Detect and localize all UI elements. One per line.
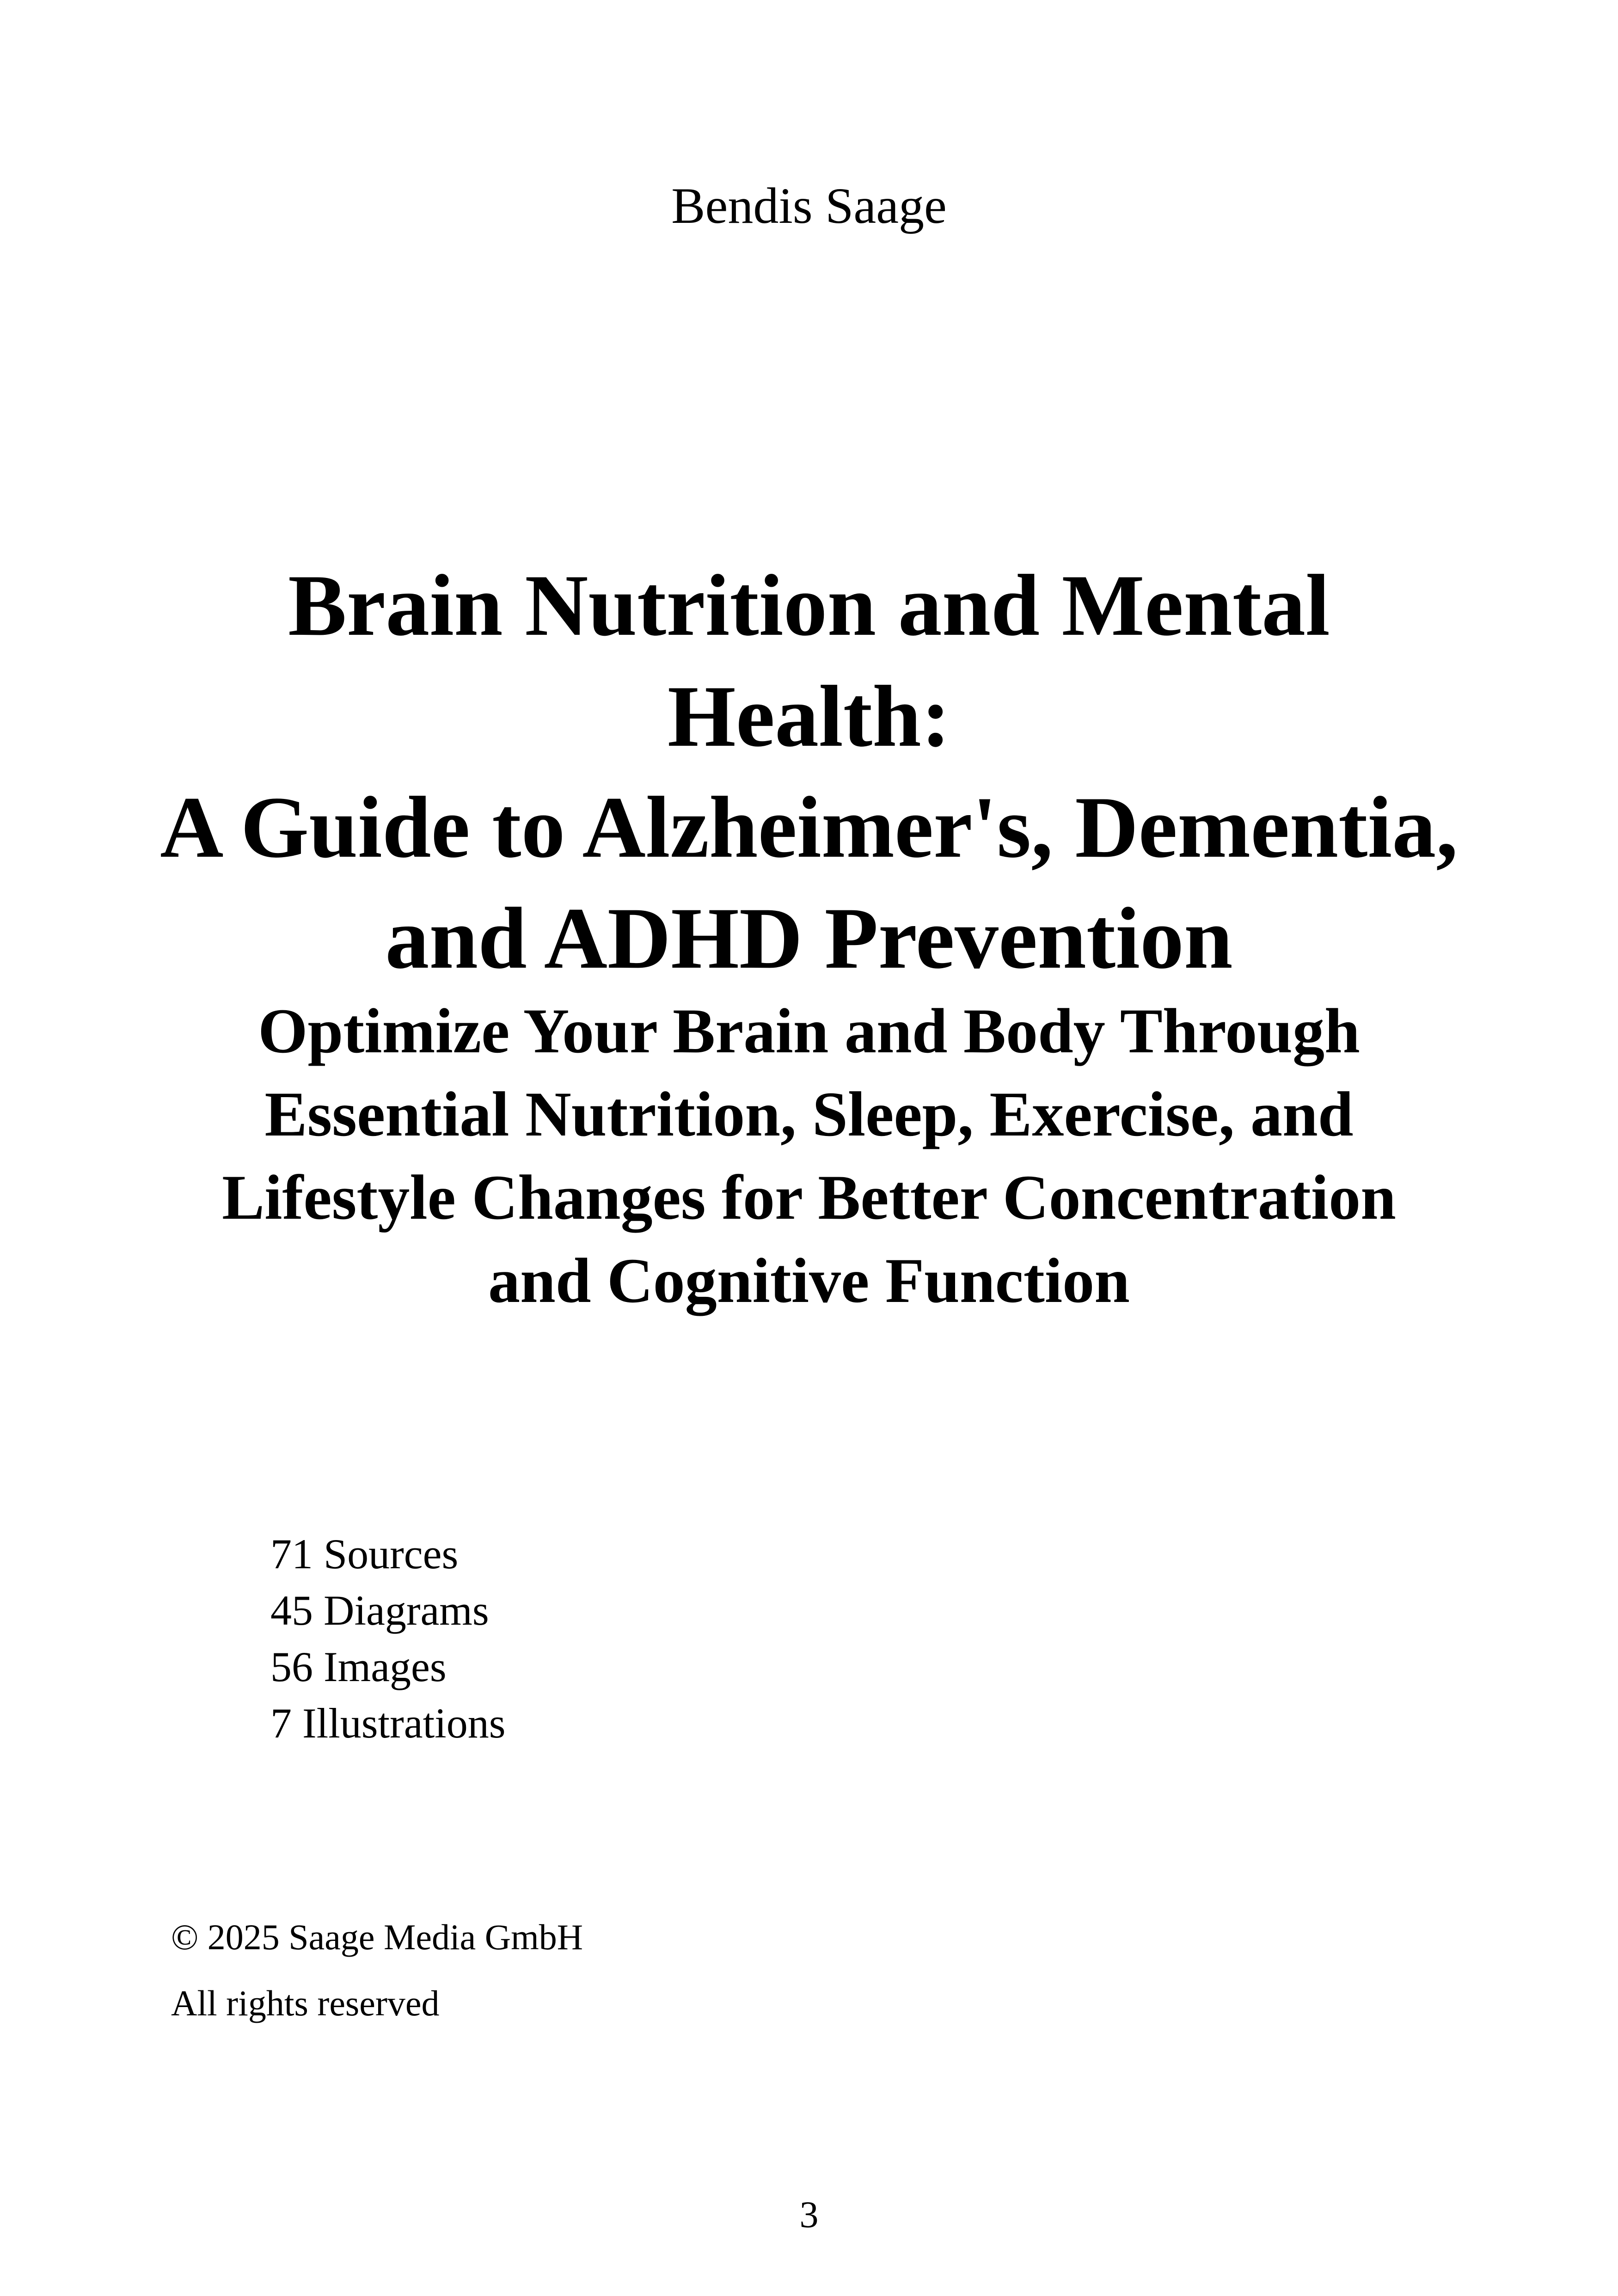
book-title [116, 550, 1502, 994]
author-name: Bendis Saage [671, 178, 947, 234]
page-number: 3 [799, 2193, 819, 2235]
rights-notice: All rights reserved [171, 1983, 440, 2023]
title-line: Brain Nutrition and Mental [288, 557, 1330, 654]
subtitle-line: Lifestyle Changes for Better Concentration [222, 1162, 1396, 1233]
subtitle-line: Essential Nutrition, Sleep, Exercise, and [264, 1079, 1354, 1149]
stat-images: 56 Images [270, 1643, 447, 1690]
subtitle-line: Optimize Your Brain and Body Through [258, 995, 1360, 1066]
title-line: A Guide to Alzheimer's, Dementia, [160, 779, 1458, 876]
stat-diagrams: 45 Diagrams [270, 1587, 489, 1634]
subtitle-line: and Cognitive Function [488, 1245, 1130, 1316]
book-subtitle [116, 989, 1502, 1322]
content-stats-list [270, 1526, 506, 1751]
copyright-notice: © 2025 Saage Media GmbH [171, 1917, 583, 1957]
title-line: Health: [667, 668, 951, 765]
stat-illustrations: 7 Illustrations [270, 1700, 506, 1747]
stat-sources: 71 Sources [270, 1530, 459, 1578]
title-line: and ADHD Prevention [385, 890, 1233, 987]
